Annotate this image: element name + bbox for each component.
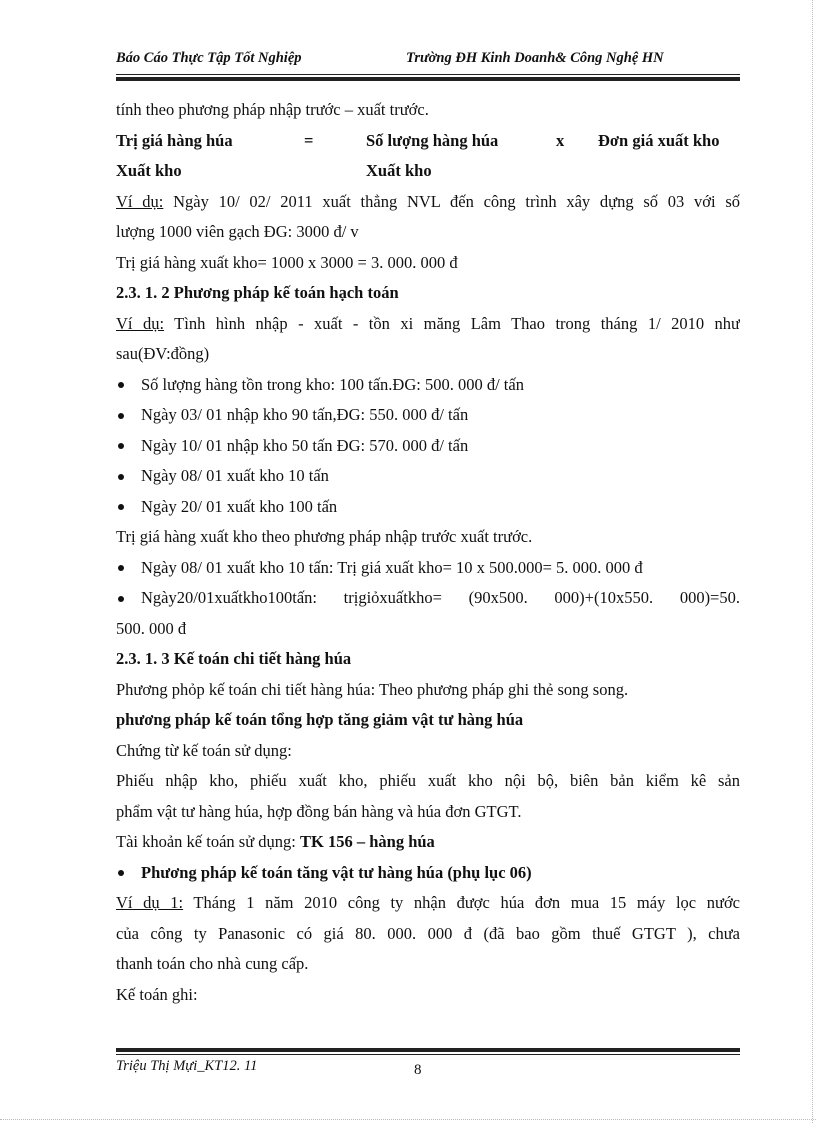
footer-rule-thick [116,1048,740,1052]
paragraph-line: phẩm vật tư hàng húa, hợp đồng bán hàng và húa đơn GTGT. [116,801,522,821]
page-edge-right [812,0,813,1123]
list-item: Ngày 20/ 01 xuất kho 100 tấn [116,492,740,523]
list-item: Ngày 03/ 01 nhập kho 90 tấn,ĐG: 550. 000 đ/ tấn [116,400,740,431]
paragraph-line: Trị giá hàng xuất kho= 1000 x 3000 = 3. 000. 000 đ [116,252,458,272]
account-line [116,827,740,858]
header-rule-thin [116,74,740,75]
example-label: Ví dụ: [116,191,164,211]
example-1 [116,187,740,218]
footer-author: Triệu Thị Mựi_KT12. 11 [116,1058,258,1074]
list-item: Ngày20/01xuấtkho100tấn: trịgiỏxuấtkho= (90x500. 000)+(10x550. 000)=50. [116,583,740,614]
header-report-title: Báo Cáo Thực Tập Tốt Nghiệp [116,50,302,66]
formula-equals: = [304,130,314,150]
formula-row [116,126,740,157]
page-edge-bottom [0,1119,816,1120]
page-header [116,50,740,67]
header-university: Trường ĐH Kinh Doanh& Công Nghệ HN [406,50,664,66]
formula-term-price: Đơn giá xuất kho [598,130,720,150]
formula-term-value-sub: Xuất kho [116,161,182,180]
list-item: Ngày 08/ 01 xuất kho 10 tấn [116,461,740,492]
page-body [116,95,740,1010]
account-label: Tài khoản kế toán sử dụng: [116,832,300,851]
paragraph-line: tính theo phương pháp nhập trước – xuất trước. [116,100,429,119]
example-text: Tình hình nhập - xuất - tồn xi măng Lâm Thao trong tháng 1/ 2010 như [164,313,740,333]
page-number: 8 [414,1062,422,1078]
paragraph-line: Kế toán ghi: [116,984,198,1004]
paragraph-line: Chứng từ kế toán sử dụng: [116,740,292,760]
paragraph-line: Trị giá hàng xuất kho theo phương pháp nhập trước xuất trước. [116,527,533,546]
paragraph-line: Phương phỏp kế toán chi tiết hàng húa: Theo phương pháp ghi thẻ song song. [116,679,629,699]
paragraph-line: 500. 000 đ [116,618,187,638]
example-label: Ví dụ: [116,313,165,333]
footer-rule-thin [116,1054,740,1055]
example-label: Ví dụ 1: [116,893,184,912]
section-heading-2312: 2.3. 1. 2 Phương pháp kế toán hạch toán [116,283,399,302]
account-value: TK 156 – hàng húa [300,832,435,851]
example-text: Tháng 1 năm 2010 công ty nhận được húa đơn mua 15 máy lọc nước [183,893,740,912]
formula-term-quantity: Số lượng hàng húa [366,130,499,150]
paragraph-line: sau(ĐV:đồng) [116,344,210,363]
list-item: Số lượng hàng tồn trong kho: 100 tấn.ĐG: 500. 000 đ/ tấn [116,370,740,401]
formula-times: x [556,130,565,150]
example-2 [116,309,740,340]
formula-row-2 [116,156,740,187]
formula-term-value: Trị giá hàng húa [116,130,233,150]
example-text: Ngày 10/ 02/ 2011 xuất thẳng NVL đến công trình xây dựng số 03 với số [163,191,740,211]
header-rule-thick [116,77,740,81]
paragraph-line: thanh toán cho nhà cung cấp. [116,954,309,973]
list-item: Ngày 10/ 01 nhập kho 50 tấn ĐG: 570. 000 đ/ tấn [116,431,740,462]
paragraph-line: lượng 1000 viên gạch ĐG: 3000 đ/ v [116,222,359,241]
example-3 [116,888,740,919]
paragraph-line: Phiếu nhập kho, phiếu xuất kho, phiếu xuất kho nội bộ, biên bản kiểm kê sản [116,771,740,790]
section-heading-2313: 2.3. 1. 3 Kế toán chi tiết hàng húa [116,649,352,668]
list-item-bold: Phương pháp kế toán tăng vật tư hàng húa (phụ lục 06) [116,858,740,889]
bold-heading: phương pháp kế toán tổng hợp tăng giảm vật tư hàng húa [116,710,524,729]
formula-term-quantity-sub: Xuất kho [366,161,432,180]
list-item: Ngày 08/ 01 xuất kho 10 tấn: Trị giá xuất kho= 10 x 500.000= 5. 000. 000 đ [116,553,740,584]
paragraph-line: của công ty Panasonic có giá 80. 000. 000 đ (đã bao gồm thuế GTGT ), chưa [116,923,740,943]
